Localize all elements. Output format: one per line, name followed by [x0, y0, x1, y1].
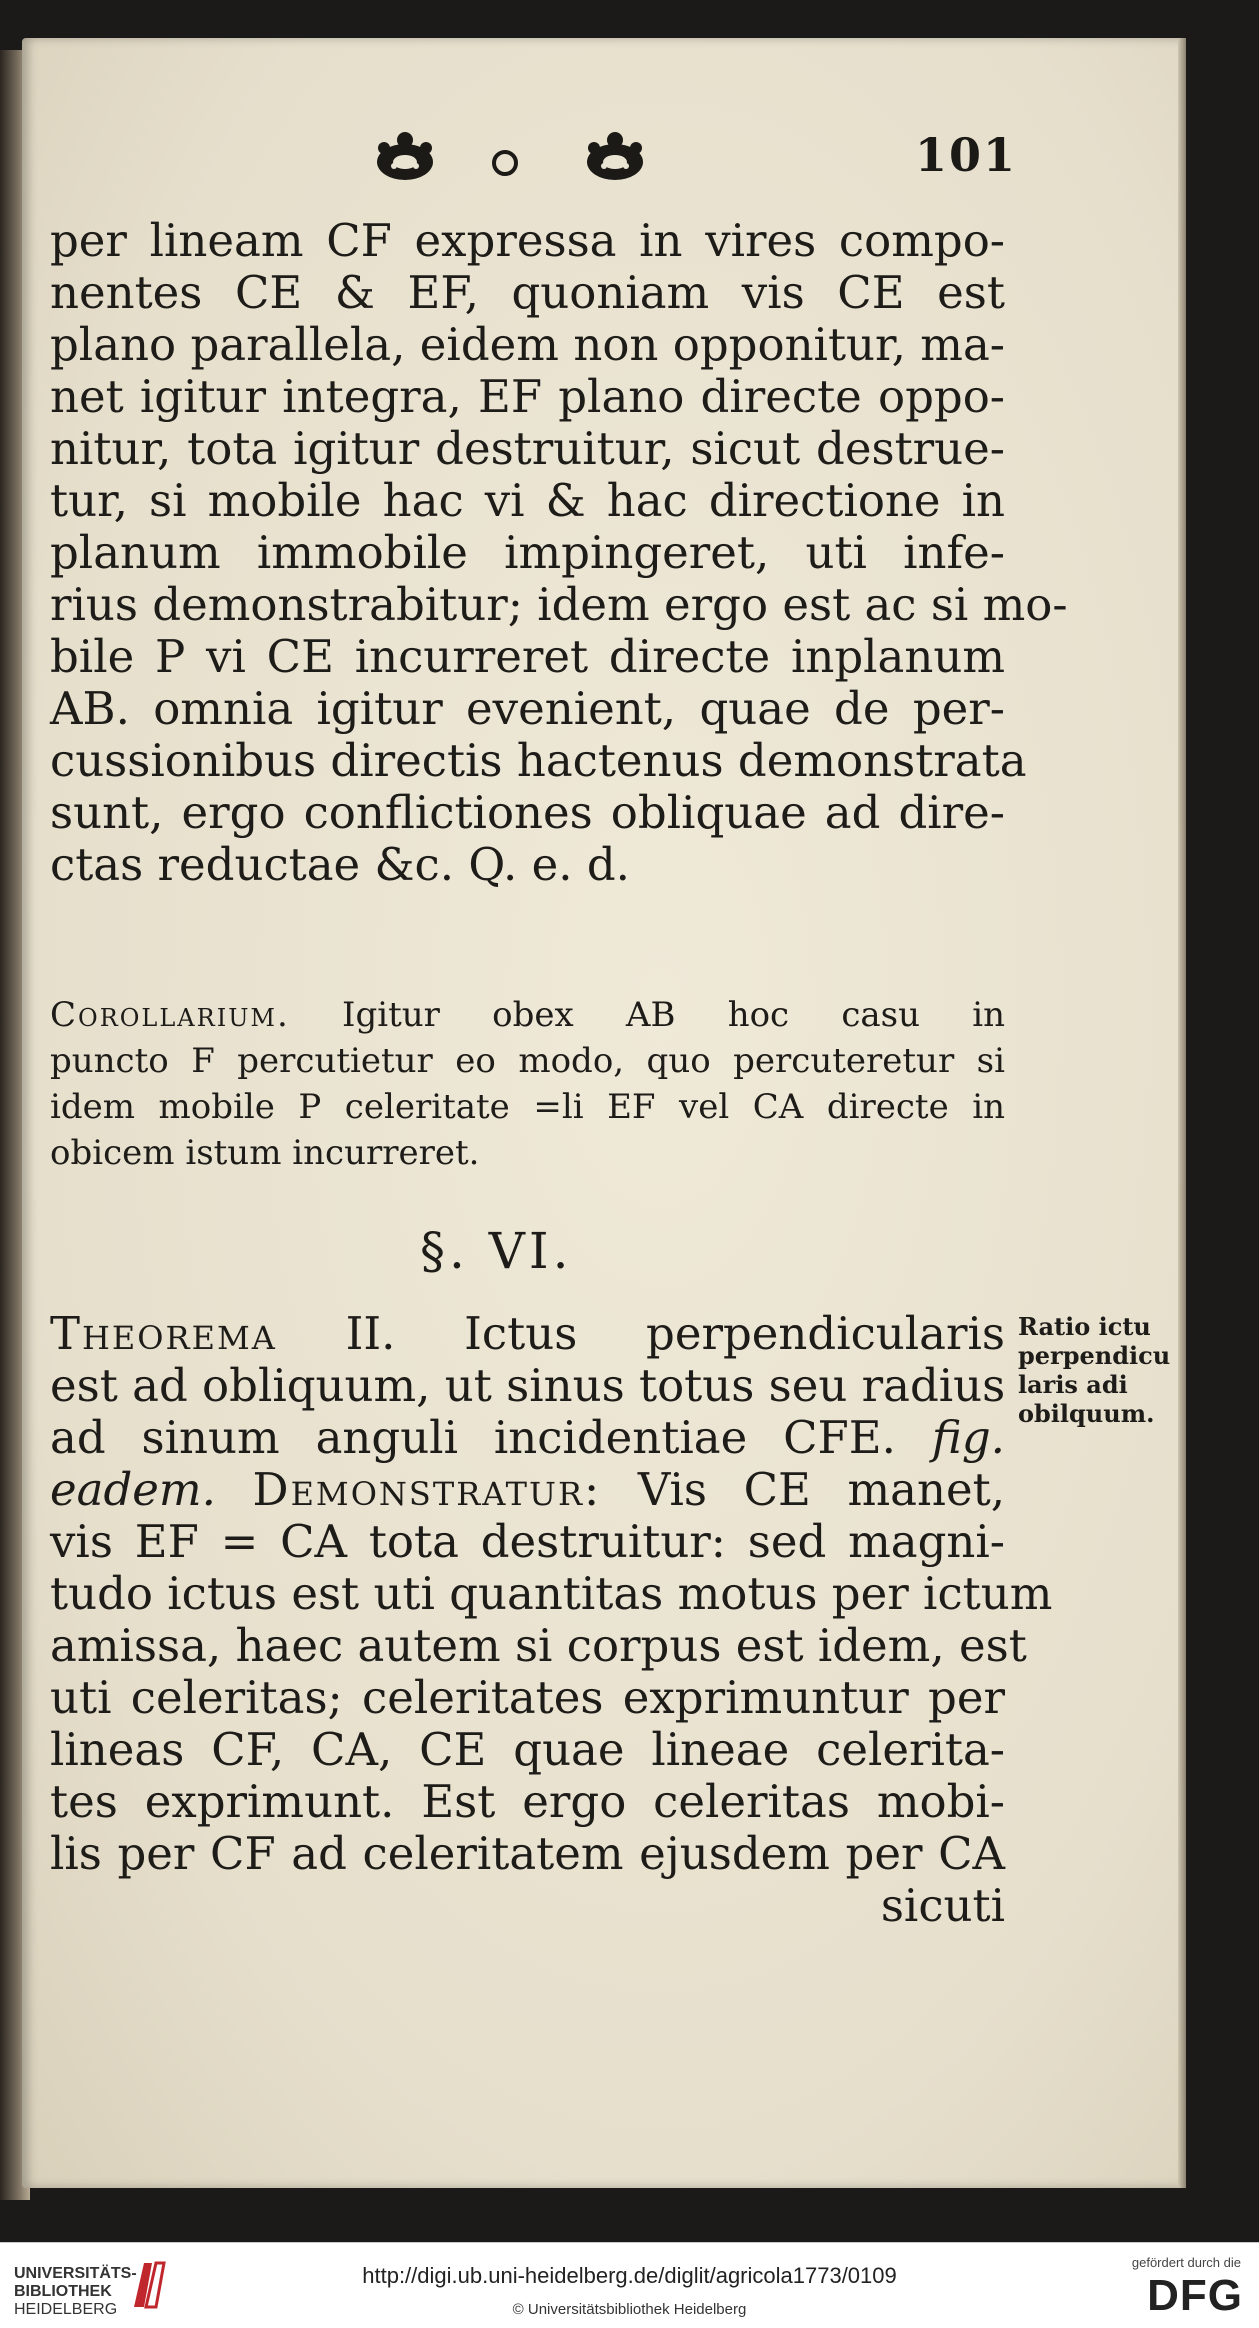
corollary-line: obicem istum incurreret.	[50, 1133, 480, 1173]
demonstration-label: Demonstratur:	[252, 1463, 602, 1516]
text-line: plano parallela, eidem non opponitur, ma-	[50, 318, 1005, 371]
margin-note	[1018, 1312, 1218, 1428]
figure-reference: fig.	[931, 1411, 1005, 1464]
circle-ornament-icon	[492, 150, 518, 176]
text-line: nitur, tota igitur destruitur, sicut destrue-	[50, 422, 1005, 475]
theorem-line: lis per CF ad celeritatem ejusdem per CA	[50, 1827, 1005, 1880]
text-line: cussionibus directis hactenus demonstrata	[50, 734, 1027, 787]
theorem-line	[50, 1412, 1005, 1464]
corollary-label: Corollarium.	[50, 995, 290, 1035]
theorem-line: vis EF = CA tota destruitur: sed magni-	[50, 1515, 1005, 1568]
page-edge	[1178, 38, 1186, 2188]
text-line: ctas reductae &c. Q. e. d.	[50, 838, 630, 891]
theorem-line: tudo ictus est uti quantitas motus per ictum	[50, 1567, 1053, 1620]
theorem-line3-text: ad sinum anguli incidentiae CFE.	[50, 1411, 896, 1464]
margin-note-line: obilquum.	[1018, 1399, 1155, 1428]
corollary-line: idem mobile P celeritate =li EF vel CA directe in	[50, 1087, 1005, 1127]
text-line: nentes CE & EF, quoniam vis CE est	[50, 266, 1005, 319]
text-line: net igitur integra, EF plano directe oppo-	[50, 370, 1005, 423]
text-line: planum immobile impingeret, uti infe-	[50, 526, 1005, 579]
theorem-line: est ad obliquum, ut sinus totus seu radius	[50, 1359, 1006, 1412]
university-name-line: HEIDELBERG	[14, 2301, 118, 2318]
text-line: bile P vi CE incurreret directe inplanum	[50, 630, 1005, 683]
theorem-line: tes exprimunt. Est ergo celeritas mobi-	[50, 1775, 1005, 1828]
theorem-line: amissa, haec autem si corpus est idem, est	[50, 1619, 1027, 1672]
dfg-logo[interactable]: DFG	[1147, 2271, 1243, 2320]
margin-note-line: Ratio ictu	[1018, 1312, 1151, 1341]
corollary-first-line	[50, 992, 1005, 1038]
dfg-caption: gefördert durch die	[1131, 2255, 1241, 2270]
text-line: per lineam CF expressa in vires compo-	[50, 214, 1005, 267]
permalink-url[interactable]: http://digi.ub.uni-heidelberg.de/diglit/agricola1773/0109	[362, 2263, 897, 2288]
text-line: rius demonstrabitur; idem ergo est ac si mo-	[50, 578, 1068, 631]
university-name-line: UNIVERSITÄTS-	[14, 2265, 137, 2282]
theorem-line: uti celeritas; celeritates exprimuntur per	[50, 1671, 1005, 1724]
corollary-paragraph	[50, 992, 1005, 1176]
theorem-label: Theorema	[50, 1307, 277, 1360]
page-header	[370, 128, 1018, 188]
theorem-line: lineas CF, CA, CE quae lineae celerita-	[50, 1723, 1005, 1776]
copyright-text: © Universitätsbibliothek Heidelberg	[512, 2301, 747, 2318]
theorem-first-line	[50, 1308, 1005, 1360]
university-name-line: BIBLIOTHEK	[14, 2283, 112, 2300]
ornament-left-icon	[370, 128, 440, 188]
text-line: AB. omnia igitur evenient, quae de per-	[50, 682, 1005, 735]
ornament-right-icon	[580, 128, 650, 188]
corollary-line1-text: Igitur obex AB hoc casu in	[342, 995, 1005, 1035]
margin-note-line: perpendicu	[1018, 1341, 1171, 1370]
text-line: tur, si mobile hac vi & hac directione in	[50, 474, 1005, 527]
theorem-line	[50, 1464, 1005, 1516]
section-heading: §. VI.	[420, 1222, 573, 1280]
theorem-line4-text: Vis CE manet,	[637, 1463, 1005, 1516]
margin-note-line: laris adi	[1018, 1370, 1128, 1399]
page-number: 101	[915, 128, 1018, 182]
figure-eadem: eadem.	[50, 1463, 216, 1516]
catchword: sicuti	[880, 1879, 1005, 1932]
viewer-footer	[0, 2242, 1259, 2328]
main-paragraph	[50, 214, 1068, 891]
corollary-line: puncto F percutietur eo modo, quo percuteretur si	[50, 1041, 1005, 1081]
theorem-paragraph	[50, 1307, 1053, 1932]
theorem-line1-text: II. Ictus perpendicularis	[345, 1307, 1005, 1360]
text-line: sunt, ergo conflictiones obliquae ad dire-	[50, 786, 1005, 839]
